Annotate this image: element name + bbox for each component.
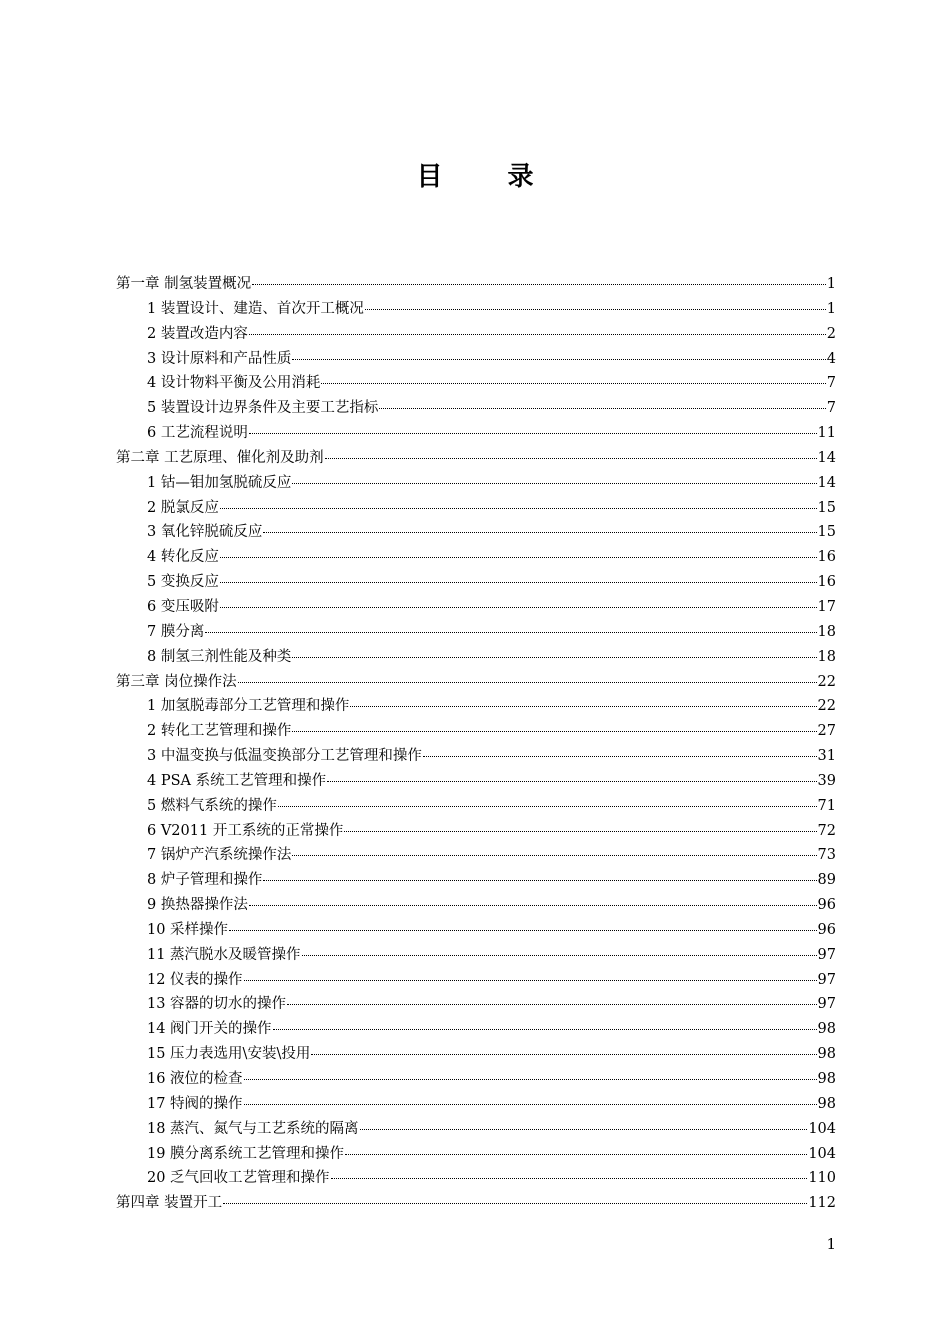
toc-leader-dots <box>325 458 817 459</box>
toc-leader-dots <box>273 1029 817 1030</box>
toc-chapter-entry[interactable] <box>116 446 836 471</box>
toc-leader-dots <box>278 806 817 807</box>
toc-entry-label: 19 膜分离系统工艺管理和操作 <box>147 1145 345 1162</box>
toc-section-entry[interactable] <box>116 893 836 918</box>
toc-section-entry[interactable] <box>116 719 836 744</box>
toc-entry-label: 12 仪表的操作 <box>147 971 243 988</box>
toc-entry-label: 18 蒸汽、氮气与工艺系统的隔离 <box>147 1120 359 1137</box>
toc-entry-page: 4 <box>826 350 836 367</box>
toc-entry-label: 11 蒸汽脱水及暖管操作 <box>147 946 301 963</box>
toc-section-entry[interactable] <box>116 595 836 620</box>
toc-leader-dots <box>223 1203 807 1204</box>
page-title: 目 录 <box>416 162 562 192</box>
toc-leader-dots <box>365 309 826 310</box>
toc-section-entry[interactable] <box>116 794 836 819</box>
toc-entry-page: 89 <box>817 872 836 889</box>
toc-entry-page: 97 <box>817 971 836 988</box>
toc-entry-page: 18 <box>817 623 836 640</box>
table-of-contents <box>116 272 836 1216</box>
toc-entry-page: 110 <box>808 1170 836 1187</box>
toc-entry-page: 22 <box>817 673 836 690</box>
toc-entry-page: 73 <box>817 847 836 864</box>
toc-section-entry[interactable] <box>116 843 836 868</box>
toc-leader-dots <box>249 905 817 906</box>
toc-section-entry[interactable] <box>116 1166 836 1191</box>
toc-leader-dots <box>292 483 816 484</box>
page-number: 1 <box>826 1235 836 1253</box>
toc-entry-label: 14 阀门开关的操作 <box>147 1021 272 1038</box>
toc-entry-label: 第四章 装置开工 <box>116 1195 223 1212</box>
toc-leader-dots <box>327 781 816 782</box>
toc-entry-label: 8 炉子管理和操作 <box>147 872 263 889</box>
toc-section-entry[interactable] <box>116 694 836 719</box>
toc-leader-dots <box>321 383 825 384</box>
toc-entry-label: 6 工艺流程说明 <box>147 425 248 442</box>
toc-entry-page: 14 <box>817 449 836 466</box>
toc-leader-dots <box>345 1154 807 1155</box>
toc-leader-dots <box>360 1129 808 1130</box>
toc-entry-label: 3 中温变换与低温变换部分工艺管理和操作 <box>147 748 422 765</box>
toc-entry-page: 98 <box>817 1046 836 1063</box>
toc-entry-label: 第三章 岗位操作法 <box>116 673 237 690</box>
toc-section-entry[interactable] <box>116 496 836 521</box>
toc-entry-label: 2 装置改造内容 <box>147 325 248 342</box>
toc-entry-label: 4 设计物料平衡及公用消耗 <box>147 375 321 392</box>
toc-leader-dots <box>249 334 826 335</box>
toc-section-entry[interactable] <box>116 868 836 893</box>
toc-leader-dots <box>220 557 817 558</box>
toc-entry-page: 22 <box>817 698 836 715</box>
toc-entry-page: 27 <box>817 723 836 740</box>
toc-chapter-entry[interactable] <box>116 670 836 695</box>
toc-section-entry[interactable] <box>116 1142 836 1167</box>
toc-leader-dots <box>379 408 825 409</box>
toc-entry-page: 18 <box>817 648 836 665</box>
toc-leader-dots <box>423 756 817 757</box>
toc-leader-dots <box>229 930 816 931</box>
toc-section-entry[interactable] <box>116 620 836 645</box>
toc-leader-dots <box>350 706 816 707</box>
toc-entry-page: 31 <box>817 748 836 765</box>
toc-chapter-entry[interactable] <box>116 1191 836 1216</box>
toc-section-entry[interactable] <box>116 744 836 769</box>
toc-section-entry[interactable] <box>116 645 836 670</box>
toc-leader-dots <box>263 532 816 533</box>
toc-leader-dots <box>344 831 816 832</box>
toc-entry-label: 9 换热器操作法 <box>147 897 248 914</box>
toc-entry-label: 15 压力表选用\安装\投用 <box>147 1046 311 1063</box>
toc-entry-label: 第二章 工艺原理、催化剂及助剂 <box>116 449 324 466</box>
toc-entry-label: 1 加氢脱毒部分工艺管理和操作 <box>147 698 350 715</box>
toc-leader-dots <box>220 582 817 583</box>
toc-entry-label: 5 燃料气系统的操作 <box>147 797 277 814</box>
toc-entry-label: 2 转化工艺管理和操作 <box>147 723 292 740</box>
toc-section-entry[interactable] <box>116 1042 836 1067</box>
toc-leader-dots <box>244 980 817 981</box>
toc-section-entry[interactable] <box>116 1067 836 1092</box>
toc-leader-dots <box>292 657 816 658</box>
toc-section-entry[interactable] <box>116 570 836 595</box>
toc-entry-label: 4 转化反应 <box>147 549 219 566</box>
toc-entry-page: 2 <box>826 325 836 342</box>
toc-section-entry[interactable] <box>116 819 836 844</box>
toc-entry-page: 1 <box>826 276 836 292</box>
toc-section-entry[interactable] <box>116 992 836 1017</box>
toc-entry-label: 3 氧化锌脱硫反应 <box>147 524 263 541</box>
toc-section-entry[interactable] <box>116 371 836 396</box>
toc-section-entry[interactable] <box>116 520 836 545</box>
toc-leader-dots <box>302 955 817 956</box>
toc-entry-label: 7 膜分离 <box>147 623 205 640</box>
toc-leader-dots <box>244 1079 817 1080</box>
toc-entry-page: 97 <box>817 996 836 1013</box>
toc-entry-label: 16 液位的检查 <box>147 1071 243 1087</box>
toc-entry-label: 5 变换反应 <box>147 574 219 591</box>
toc-entry-page: 104 <box>808 1145 836 1162</box>
toc-entry-page: 17 <box>817 598 836 615</box>
toc-section-entry[interactable] <box>116 396 836 421</box>
toc-entry-page: 72 <box>817 822 836 839</box>
toc-leader-dots <box>252 284 826 285</box>
toc-entry-label: 10 采样操作 <box>147 921 229 938</box>
toc-leader-dots <box>287 1004 816 1005</box>
toc-leader-dots <box>331 1178 808 1179</box>
toc-entry-page: 16 <box>817 574 836 591</box>
toc-section-entry[interactable] <box>116 471 836 496</box>
toc-leader-dots <box>220 508 817 509</box>
toc-section-entry[interactable] <box>116 545 836 570</box>
toc-entry-label: 1 钴—钼加氢脱硫反应 <box>147 474 292 491</box>
toc-leader-dots <box>205 632 816 633</box>
toc-entry-label: 1 装置设计、建造、首次开工概况 <box>147 300 364 317</box>
toc-entry-page: 71 <box>817 797 836 814</box>
toc-section-entry[interactable] <box>116 322 836 347</box>
toc-entry-page: 11 <box>817 425 836 442</box>
toc-entry-page: 7 <box>826 400 836 417</box>
toc-leader-dots <box>311 1054 816 1055</box>
toc-entry-label: 3 设计原料和产品性质 <box>147 350 292 367</box>
toc-entry-page: 104 <box>808 1120 836 1137</box>
toc-entry-page: 39 <box>817 772 836 789</box>
toc-entry-page: 1 <box>826 300 836 317</box>
toc-leader-dots <box>292 359 825 360</box>
toc-entry-page: 14 <box>817 474 836 491</box>
toc-section-entry[interactable] <box>116 421 836 446</box>
toc-entry-page: 7 <box>826 375 836 392</box>
toc-section-entry[interactable] <box>116 1017 836 1042</box>
toc-section-entry[interactable] <box>116 968 836 993</box>
toc-entry-page: 96 <box>817 921 836 938</box>
toc-leader-dots <box>249 433 817 434</box>
toc-leader-dots <box>220 607 817 608</box>
toc-section-entry[interactable] <box>116 918 836 943</box>
toc-entry-label: 2 脱氯反应 <box>147 499 219 516</box>
toc-entry-page: 15 <box>817 499 836 516</box>
toc-leader-dots <box>292 855 816 856</box>
toc-entry-label: 第一章 制氢装置概况 <box>116 276 252 292</box>
toc-entry-label: 13 容器的切水的操作 <box>147 996 287 1013</box>
toc-entry-label: 6 变压吸附 <box>147 598 219 615</box>
toc-section-entry[interactable] <box>116 347 836 372</box>
toc-entry-page: 112 <box>808 1195 836 1212</box>
toc-entry-label: 17 特阀的操作 <box>147 1095 243 1112</box>
toc-section-entry[interactable] <box>116 1092 836 1117</box>
toc-section-entry[interactable] <box>116 943 836 968</box>
toc-section-entry[interactable] <box>116 297 836 322</box>
toc-entry-label: 7 锅炉产汽系统操作法 <box>147 847 292 864</box>
toc-entry-page: 97 <box>817 946 836 963</box>
toc-entry-page: 98 <box>817 1095 836 1112</box>
toc-leader-dots <box>244 1104 817 1105</box>
toc-leader-dots <box>263 880 816 881</box>
toc-entry-page: 15 <box>817 524 836 541</box>
toc-leader-dots <box>292 731 816 732</box>
toc-entry-page: 98 <box>817 1021 836 1038</box>
toc-section-entry[interactable] <box>116 1117 836 1142</box>
toc-entry-label: 4 PSA 系统工艺管理和操作 <box>147 772 327 789</box>
toc-entry-label: 8 制氢三剂性能及种类 <box>147 648 292 665</box>
toc-entry-label: 6 V2011 开工系统的正常操作 <box>147 822 344 839</box>
toc-entry-page: 96 <box>817 897 836 914</box>
toc-section-entry[interactable] <box>116 769 836 794</box>
toc-entry-page: 16 <box>817 549 836 566</box>
toc-chapter-entry[interactable] <box>116 272 836 297</box>
toc-entry-label: 5 装置设计边界条件及主要工艺指标 <box>147 400 379 417</box>
toc-leader-dots <box>238 682 817 683</box>
toc-entry-label: 20 乏气回收工艺管理和操作 <box>147 1170 330 1187</box>
toc-entry-page: 98 <box>817 1071 836 1087</box>
